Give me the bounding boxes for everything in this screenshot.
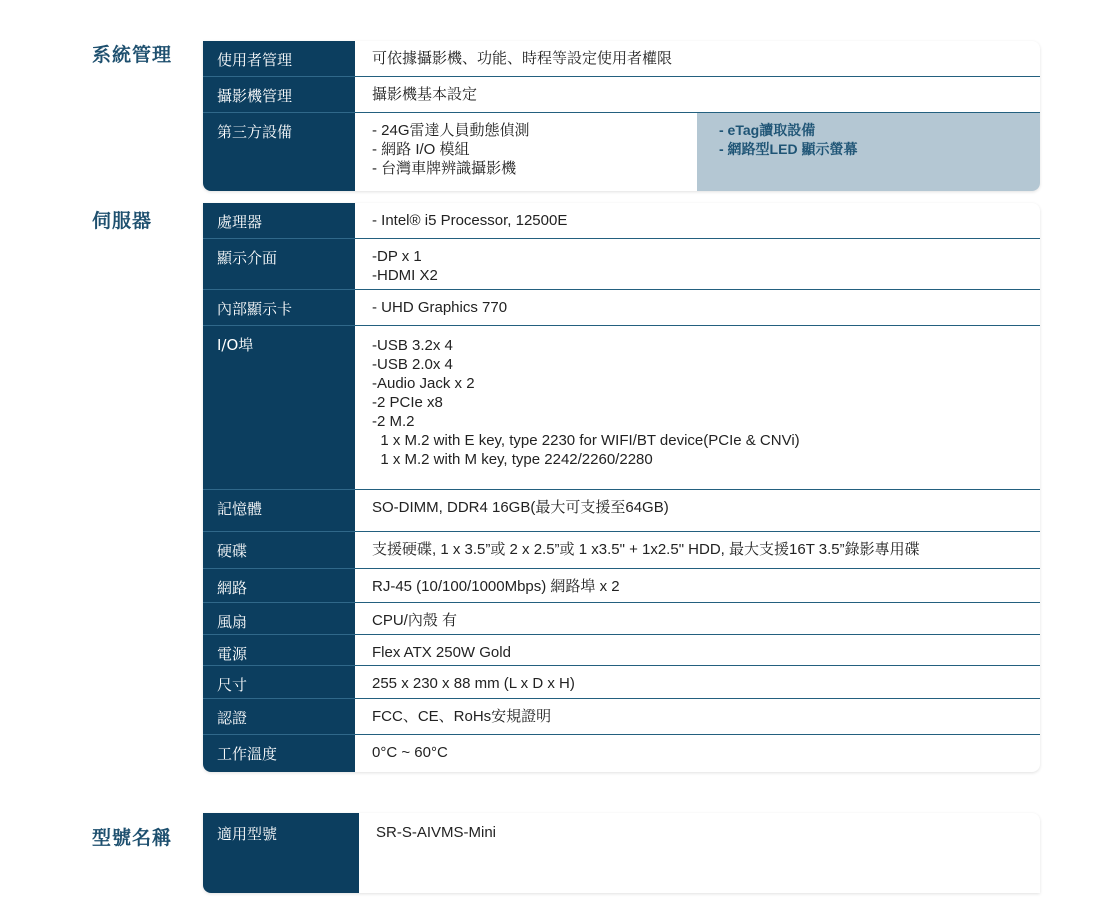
table-row [203, 290, 1040, 326]
table-row [203, 77, 1040, 113]
section-title-system: 系統管理 [92, 44, 173, 66]
third-party-list-left [355, 113, 697, 191]
value-line: -Audio Jack x 2 [372, 375, 475, 392]
table-row [203, 203, 1040, 239]
list-item: - 網路型LED 顯示螢幕 [719, 141, 858, 157]
table-row [203, 699, 1040, 735]
row-label: I/O埠 [203, 326, 355, 490]
value-line: -2 M.2 [372, 413, 415, 430]
row-label: 使用者管理 [203, 41, 355, 77]
value-line: - Intel® i5 Processor, 12500E [372, 212, 568, 229]
row-value [355, 666, 1040, 699]
row-label: 風扇 [203, 603, 355, 635]
row-label: 認證 [203, 699, 355, 735]
list-item: - 24G雷達人員動態偵測 [372, 122, 530, 139]
value-line: -DP x 1 [372, 248, 422, 265]
row-value [355, 635, 1040, 666]
row-value [355, 569, 1040, 603]
table-row [203, 239, 1040, 290]
row-label: 攝影機管理 [203, 77, 355, 113]
system-table [203, 41, 1040, 191]
value-line: -USB 3.2x 4 [372, 337, 453, 354]
value-line: 支援硬碟, 1 x 3.5”或 2 x 2.5”或 1 x3.5" + 1x2.5" HDD, 最大支援16T 3.5”錄影專用碟 [372, 541, 920, 558]
row-value [355, 532, 1040, 569]
section-title-server: 伺服器 [92, 210, 153, 232]
row-label: 工作溫度 [203, 735, 355, 772]
third-party-list-right [697, 113, 1040, 191]
row-value [355, 113, 1040, 191]
table-row [203, 666, 1040, 699]
row-value [355, 735, 1040, 772]
value-line: -2 PCIe x8 [372, 394, 443, 411]
table-row [203, 532, 1040, 569]
value-line: SR-S-AIVMS-Mini [376, 824, 497, 841]
row-label: 內部顯示卡 [203, 290, 355, 326]
row-value [355, 290, 1040, 326]
row-label: 電源 [203, 635, 355, 666]
server-table [203, 203, 1040, 772]
model-table [203, 813, 1040, 893]
value-line: Flex ATX 250W Gold [372, 644, 511, 661]
row-value [355, 490, 1040, 532]
value-line: 1 x M.2 with M key, type 2242/2260/2280 [372, 451, 653, 468]
list-item: - 網路 I/O 模組 [372, 141, 470, 158]
value-line: CPU/內殼 有 [372, 612, 458, 629]
list-item: - 台灣車牌辨識攝影機 [372, 160, 517, 177]
row-label: 顯示介面 [203, 239, 355, 290]
table-row [203, 569, 1040, 603]
row-value [355, 603, 1040, 635]
value-line: - UHD Graphics 770 [372, 299, 508, 316]
table-row [203, 813, 1040, 893]
table-row [203, 735, 1040, 772]
value-line: FCC、CE、RoHs安規證明 [372, 708, 552, 725]
table-row [203, 490, 1040, 532]
table-row [203, 41, 1040, 77]
row-value: 攝影機基本設定 [355, 77, 1040, 113]
table-row [203, 635, 1040, 666]
section-title-model: 型號名稱 [92, 827, 173, 849]
row-value [355, 203, 1040, 239]
row-label: 網路 [203, 569, 355, 603]
value-line: 0°C ~ 60°C [372, 744, 448, 761]
row-value [355, 239, 1040, 290]
value-line: RJ-45 (10/100/1000Mbps) 網路埠 x 2 [372, 578, 620, 595]
row-value [359, 813, 1040, 893]
row-label: 適用型號 [203, 813, 359, 893]
table-row [203, 113, 1040, 191]
row-label: 第三方設備 [203, 113, 355, 191]
value-line: SO-DIMM, DDR4 16GB(最大可支援至64GB) [372, 499, 669, 516]
value-line: 1 x M.2 with E key, type 2230 for WIFI/BT device(PCIe & CNVi) [372, 432, 800, 449]
value-line: 255 x 230 x 88 mm (L x D x H) [372, 675, 575, 692]
row-value: 可依據攝影機、功能、時程等設定使用者權限 [355, 41, 1040, 77]
row-label: 處理器 [203, 203, 355, 239]
row-label: 硬碟 [203, 532, 355, 569]
table-row [203, 603, 1040, 635]
list-item: - eTag讀取設備 [719, 122, 816, 138]
row-label: 記憶體 [203, 490, 355, 532]
row-value [355, 699, 1040, 735]
value-line: -HDMI X2 [372, 267, 438, 284]
value-line: -USB 2.0x 4 [372, 356, 453, 373]
row-value [355, 326, 1040, 490]
table-row [203, 326, 1040, 490]
row-label: 尺寸 [203, 666, 355, 699]
